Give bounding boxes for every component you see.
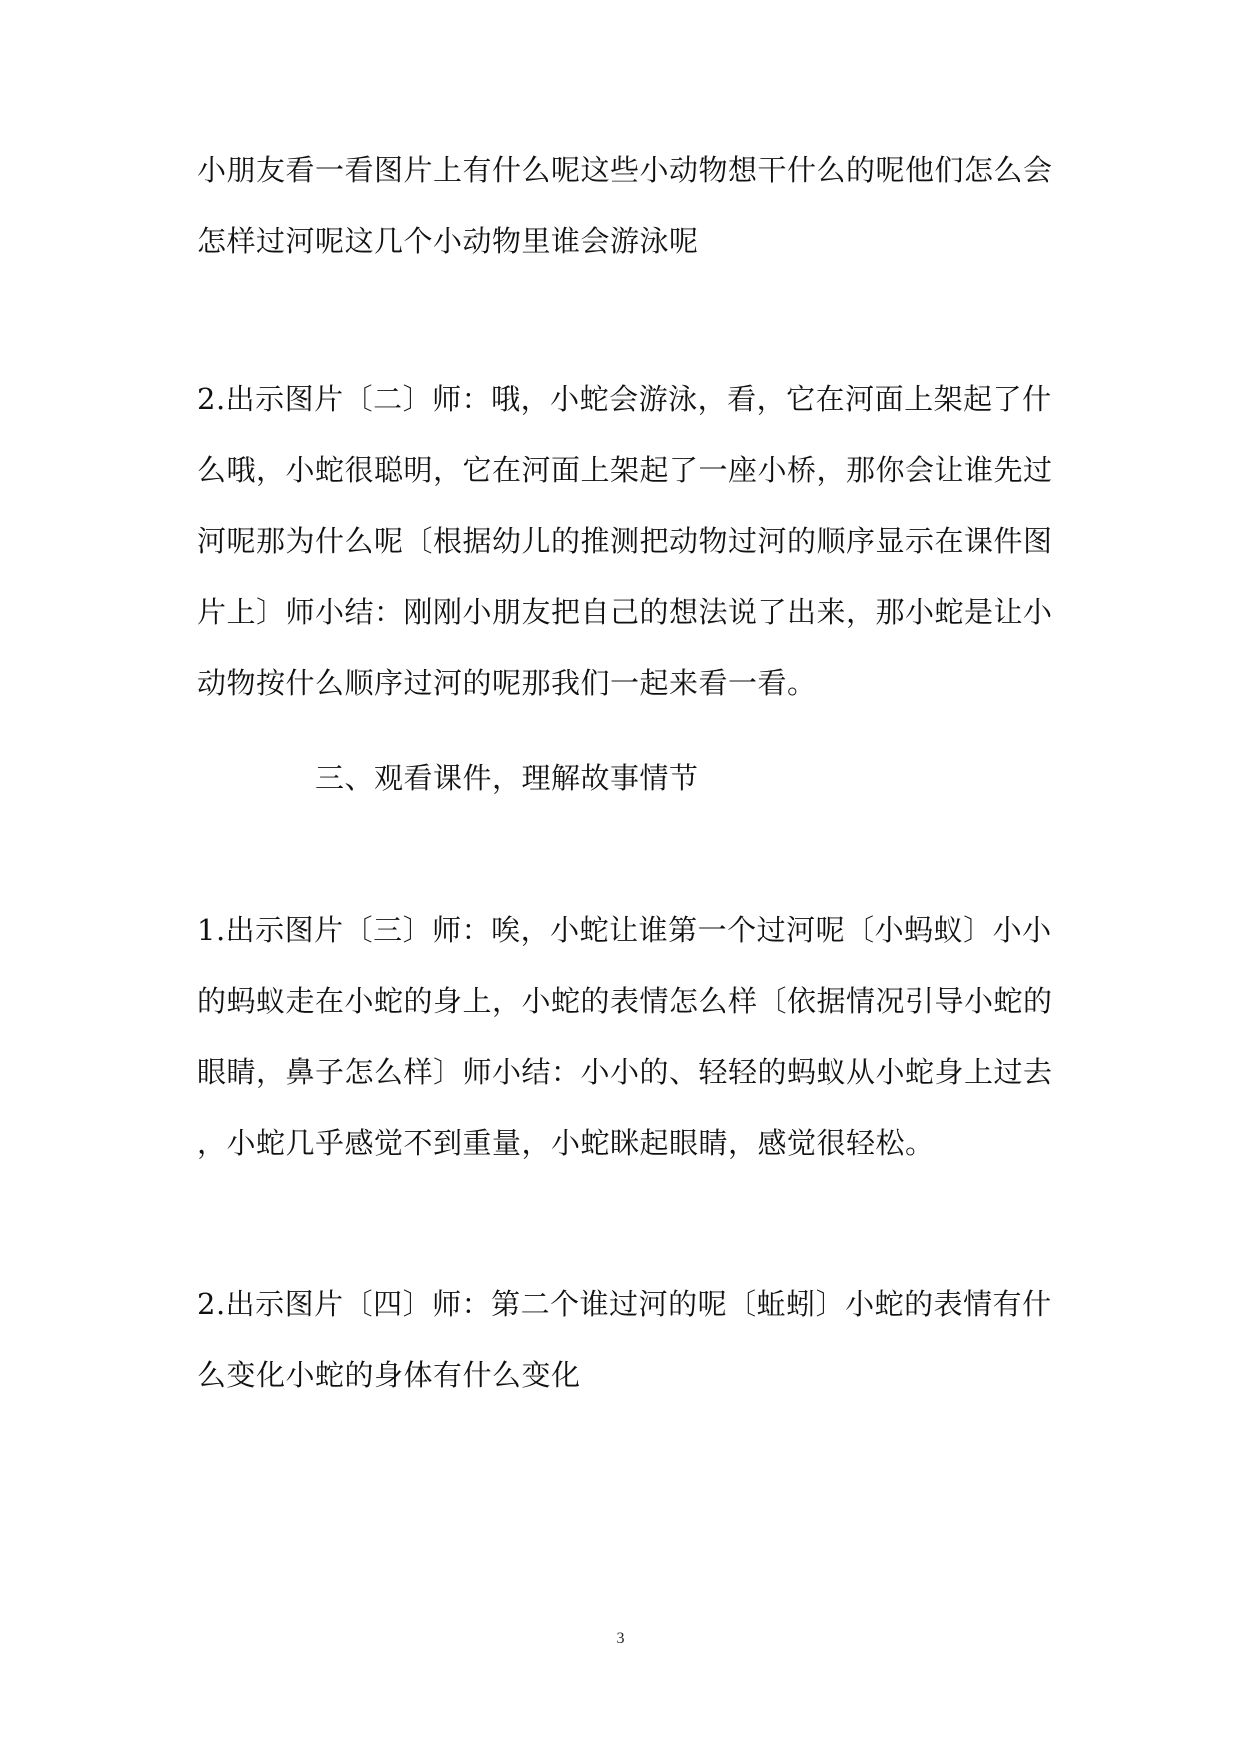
text-line: 小朋友看一看图片上有什么呢这些小动物想干什么的呢他们怎么会 (197, 153, 1053, 187)
text-line: 怎样过河呢这几个小动物里谁会游泳呢 (197, 224, 699, 258)
text-line: 2.出示图片〔二〕师：哦，小蛇会游泳，看，它在河面上架起了什 (197, 382, 1052, 416)
text-line: 动物按什么顺序过河的呢那我们一起来看一看。 (197, 666, 817, 700)
paragraph-picture-two (197, 364, 1053, 719)
paragraph-picture-four (197, 1269, 1052, 1411)
text-line: 么哦，小蛇很聪明，它在河面上架起了一座小桥，那你会让谁先过 (197, 453, 1053, 487)
page-number: 3 (616, 1630, 625, 1647)
text-line: 1.出示图片〔三〕师：唉，小蛇让谁第一个过河呢〔小蚂蚁〕小小 (197, 913, 1052, 947)
paragraph-picture-three (197, 895, 1053, 1179)
text-line: 片上〕师小结：刚刚小朋友把自己的想法说了出来，那小蛇是让小 (197, 595, 1053, 629)
section-heading: 三、观看课件，理解故事情节 (315, 761, 699, 795)
text-line: ，小蛇几乎感觉不到重量，小蛇眯起眼睛，感觉很轻松。 (197, 1126, 935, 1160)
text-line: 河呢那为什么呢〔根据幼儿的推测把动物过河的顺序显示在课件图 (197, 524, 1053, 558)
text-line: 的蚂蚁走在小蛇的身上，小蛇的表情怎么样〔依据情况引导小蛇的 (197, 984, 1053, 1018)
text-line: 么变化小蛇的身体有什么变化 (197, 1358, 581, 1392)
text-line: 眼睛，鼻子怎么样〕师小结：小小的、轻轻的蚂蚁从小蛇身上过去 (197, 1055, 1053, 1089)
paragraph-intro-questions (197, 135, 1053, 277)
text-line: 2.出示图片〔四〕师：第二个谁过河的呢〔蚯蚓〕小蛇的表情有什 (197, 1287, 1052, 1321)
